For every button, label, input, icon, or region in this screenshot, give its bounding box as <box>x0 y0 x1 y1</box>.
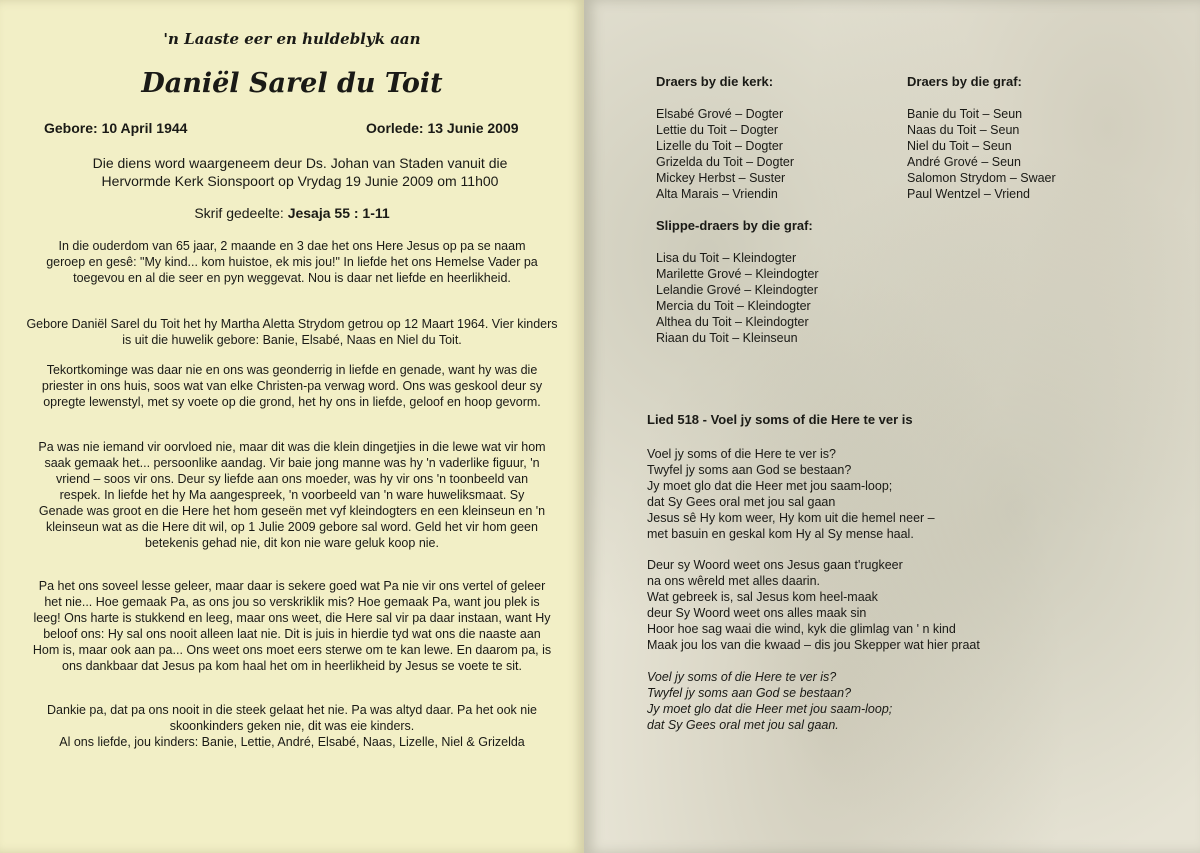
list-item: Lizelle du Toit – Dogter <box>656 139 783 153</box>
hymn-refrain <box>647 669 892 733</box>
list-item: Banie du Toit – Seun <box>907 107 1023 121</box>
deceased-name: Daniël Sarel du Toit <box>141 68 443 99</box>
list-item: André Grové – Seun <box>907 155 1021 169</box>
grave-bearers-list <box>907 106 1056 202</box>
hymn-line: Voel jy soms of die Here te ver is? <box>647 447 836 461</box>
list-item: Paul Wentzel – Vriend <box>907 187 1030 201</box>
death-date: Oorlede: 13 Junie 2009 <box>366 120 519 136</box>
tribute-heading: 'n Laaste eer en huldeblyk aan <box>163 30 421 48</box>
hymn-line: Twyfel jy soms aan God se bestaan? <box>647 463 852 477</box>
list-item: Lelandie Grové – Kleindogter <box>656 283 818 297</box>
birth-date: Gebore: 10 April 1944 <box>44 120 188 136</box>
hymn-verse-1 <box>647 446 935 542</box>
paragraph-marriage: Gebore Daniël Sarel du Toit het hy Martha Aletta Strydom getrou op 12 Maart 1964. Vier kinders is uit die huwelik gebore: Banie, Elsabé, Naas en Niel du Toit. <box>26 317 558 347</box>
grave-bearers-heading: Draers by die graf: <box>907 74 1022 89</box>
pall-bearers-list <box>656 250 819 346</box>
hymn-line: Twyfel jy soms aan God se bestaan? <box>647 686 852 700</box>
list-item: Mercia du Toit – Kleindogter <box>656 299 811 313</box>
list-item: Althea du Toit – Kleindogter <box>656 315 809 329</box>
hymn-line: na ons wêreld met alles daarin. <box>647 574 821 588</box>
right-page <box>584 0 1200 853</box>
paragraph-calling: In die ouderdom van 65 jaar, 2 maande en 3 dae het ons Here Jesus op pa se naam geroep en gesê: "My kind... kom huistoe, ek mis jou!" In liefde het ons Hemelse Vader pa toegevou en al die seer en pyn weggevat. Nou is daar net liefde en heerlikheid. <box>46 239 538 285</box>
list-item: Grizelda du Toit – Dogter <box>656 155 795 169</box>
service-line: Die diens word waargeneem deur Ds. Johan van Staden vanuit die <box>92 155 508 171</box>
pall-bearers-heading: Slippe-draers by die graf: <box>656 218 813 233</box>
list-item: Niel du Toit – Seun <box>907 139 1012 153</box>
list-item: Naas du Toit – Seun <box>907 123 1020 137</box>
paragraph-thanks: Dankie pa, dat pa ons nooit in die steek gelaat het nie. Pa was altyd daar. Pa het ook nie skoonkinders geken nie, dit was eie kinders. <box>47 703 537 733</box>
hymn-line: deur Sy Woord weet ons alles maak sin <box>647 606 867 620</box>
paragraph-lessons: Pa het ons soveel lesse geleer, maar daar is sekere goed wat Pa nie vir ons vertel of geleer het nie... Hoe gemaak Pa, as ons jou so verskriklik mis? Hoe gemaak Pa, want jou plek is leeg! Ons harte is stukkend en leeg, maar ons weet, die Here sal vir pa daar instaan, want Hy beloof ons: Hy sal ons nooit alleen laat nie. Dit is juis in hierdie tyd wat ons die naaste aan Hom is, maar ook aan pa... Ons weet ons moet eers sterwe om te kan lewe. En daarom pa, is ons dankbaar dat Jesus pa kom haal het om in heerlikheid by Jesus se voete te sit. <box>32 579 552 673</box>
children-signoff: Al ons liefde, jou kinders: Banie, Lettie, André, Elsabé, Naas, Lizelle, Niel & Grizelda <box>59 735 525 749</box>
hymn-verse-2 <box>647 557 980 653</box>
paragraph-character: Pa was nie iemand vir oorvloed nie, maar dit was die klein dingetjies in die lewe wat vir hom saak gemaak het... persoonlike aandag. Vir baie jong manne was hy 'n vaderlike figuur, 'n vriend – soos vir ons. Deur sy liefde aan ons moeder, was hy vir ons 'n toonbeeld van respek. In liefde het hy Ma aangespreek, 'n voorbeeld van 'n ware huweliksmaat. Sy Genade was groot en die Here het hom geseën met vyf kleindogters en een kleinseun en 'n kleinseun wat as die Here dit wil, op 1 Julie 2009 gebore sal word. Geld het vir hom geen betekenis gehad nie, dit kon nie ware geluk koop nie. <box>38 440 546 550</box>
scripture-reading <box>0 205 584 221</box>
list-item: Alta Marais – Vriendin <box>656 187 778 201</box>
hymn-line: Jy moet glo dat die Heer met jou saam-loop; <box>647 479 893 493</box>
list-item: Lettie du Toit – Dogter <box>656 123 779 137</box>
hymn-line: Maak jou los van die kwaad – dis jou Skepper wat hier praat <box>647 638 980 652</box>
left-page <box>0 0 584 853</box>
hymn-line: Jesus sê Hy kom weer, Hy kom uit die hemel neer – <box>647 511 935 525</box>
hymn-line: dat Sy Gees oral met jou sal gaan <box>647 495 836 509</box>
hymn-line: Deur sy Woord weet ons Jesus gaan t'rugkeer <box>647 558 903 572</box>
hymn-line: Wat gebreek is, sal Jesus kom heel-maak <box>647 590 878 604</box>
hymn-line: Voel jy soms of die Here te ver is? <box>647 670 837 684</box>
service-line: Hervormde Kerk Sionspoort op Vrydag 19 Junie 2009 om 11h00 <box>101 173 499 189</box>
hymn-title: Lied 518 - Voel jy soms of die Here te ver is <box>647 412 913 427</box>
scripture-label: Skrif gedeelte: <box>194 205 284 221</box>
list-item: Marilette Grové – Kleindogter <box>656 267 819 281</box>
list-item: Riaan du Toit – Kleinseun <box>656 331 798 345</box>
list-item: Salomon Strydom – Swaer <box>907 171 1056 185</box>
service-info <box>30 154 570 190</box>
paragraph-upbringing: Tekortkominge was daar nie en ons was geonderrig in liefde en genade, want hy was die priester in ons huis, soos wat van elke Christen-pa verwag word. Ons was geskool deur sy opregte lewenstyl, met sy voete op die grond, het hy ons in liefde, geloof en hoop gevorm. <box>41 363 543 409</box>
church-bearers-heading: Draers by die kerk: <box>656 74 774 89</box>
hymn-line: met basuin en geskal kom Hy al Sy mense haal. <box>647 527 914 541</box>
hymn-line: Jy moet glo dat die Heer met jou saam-loop; <box>647 702 893 716</box>
hymn-line: Hoor hoe sag waai die wind, kyk die glimlag van ' n kind <box>647 622 956 636</box>
list-item: Lisa du Toit – Kleindogter <box>656 251 797 265</box>
list-item: Mickey Herbst – Suster <box>656 171 786 185</box>
list-item: Elsabé Grové – Dogter <box>656 107 784 121</box>
church-bearers-list <box>656 106 794 202</box>
scripture-reference: Jesaja 55 : 1-11 <box>287 205 390 221</box>
hymn-line: dat Sy Gees oral met jou sal gaan. <box>647 718 839 732</box>
